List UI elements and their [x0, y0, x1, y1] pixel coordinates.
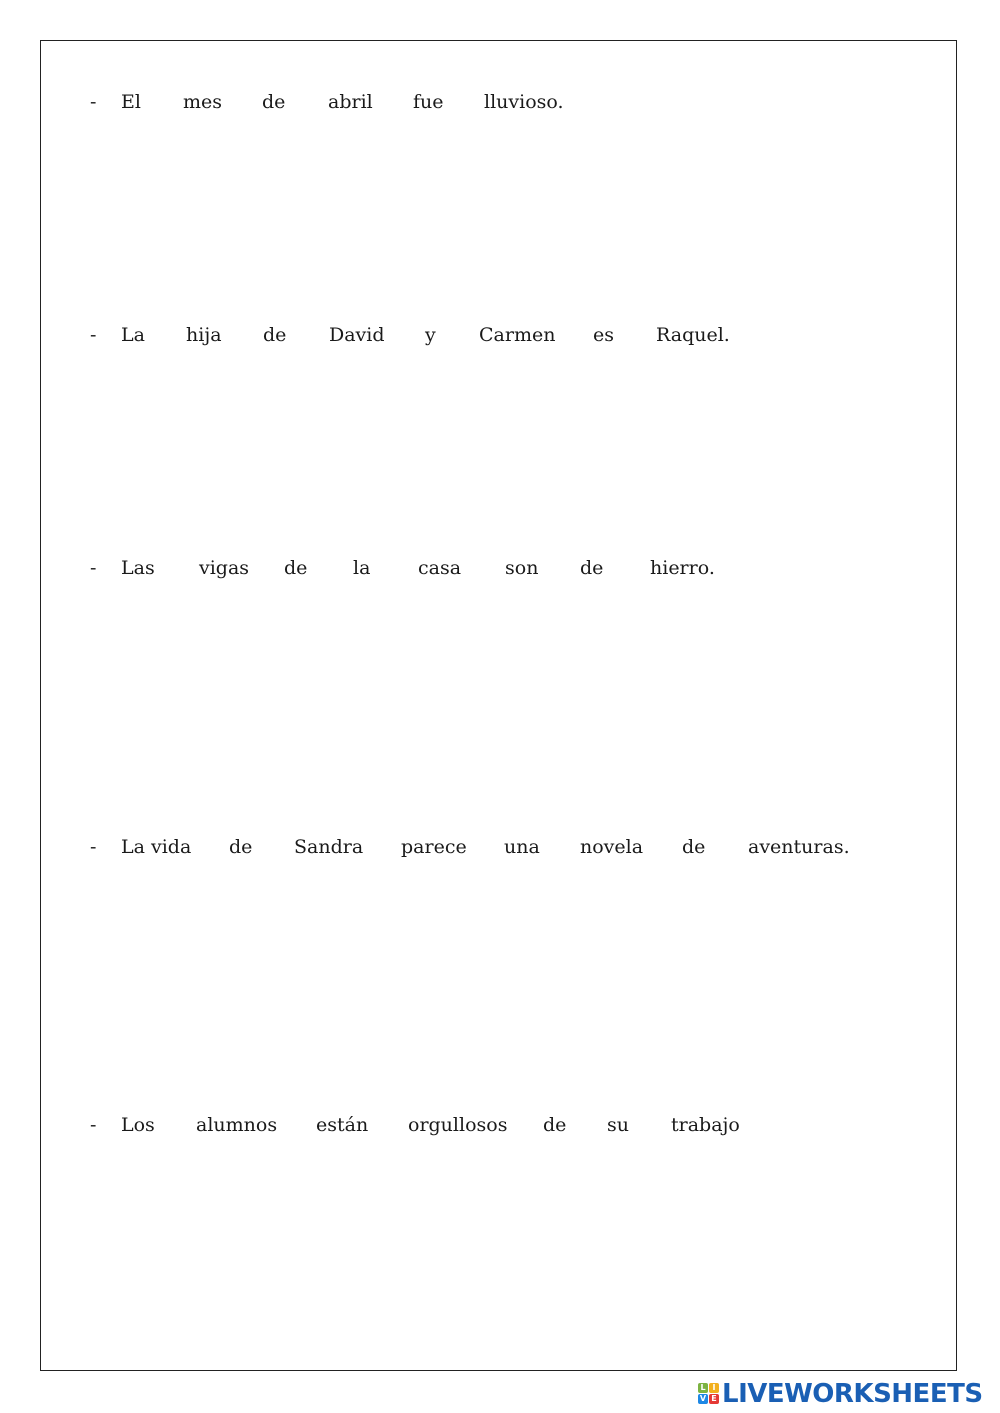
logo-mark-letter: V [699, 1394, 707, 1403]
sentence-word: Los [121, 1114, 155, 1136]
sentence-word: y [425, 324, 436, 346]
sentence-word: de [284, 557, 308, 579]
bullet-dash: - [90, 557, 97, 579]
sentence-word: su [607, 1114, 629, 1136]
bullet-dash: - [90, 836, 97, 858]
sentence-word: de [262, 91, 286, 113]
logo-mark-letter: L [698, 1383, 708, 1393]
sentence-word: La [121, 324, 145, 346]
sentence-word: Raquel. [656, 324, 730, 346]
bullet-dash: - [90, 324, 97, 346]
logo-mark-icon [698, 1383, 720, 1405]
sentence-word: trabajo [671, 1114, 740, 1136]
sentence-word: abril [328, 91, 373, 113]
sentence-word: La vida [121, 836, 192, 858]
sentence-word: novela [580, 836, 644, 858]
sentence-word: fue [413, 91, 444, 113]
sentence-line [0, 323, 1000, 353]
sentence-word: lluvioso. [484, 91, 564, 113]
sentence-word: parece [401, 836, 467, 858]
logo-text: LIVEWORKSHEETS [722, 1379, 983, 1409]
logo-mark-letter: I [709, 1383, 719, 1393]
sentence-line [0, 835, 1000, 865]
worksheet-frame [40, 40, 957, 1371]
sentence-word: son [505, 557, 539, 579]
sentence-word: mes [183, 91, 223, 113]
sentence-word: es [593, 324, 614, 346]
sentence-line [0, 556, 1000, 586]
sentence-word: El [121, 91, 141, 113]
liveworksheets-logo [698, 1380, 998, 1408]
sentence-word: de [229, 836, 253, 858]
sentence-word: vigas [199, 557, 250, 579]
sentence-word: hierro. [650, 557, 715, 579]
sentence-line [0, 90, 1000, 120]
bullet-dash: - [90, 1114, 97, 1136]
sentence-word: una [504, 836, 540, 858]
sentence-word: Las [121, 557, 155, 579]
logo-mark-letter: E [709, 1394, 719, 1404]
sentence-word: hija [186, 324, 222, 346]
sentence-word: aventuras. [748, 836, 850, 858]
sentence-word: están [316, 1114, 369, 1136]
sentence-word: David [329, 324, 385, 346]
sentence-line [0, 1113, 1000, 1143]
sentence-word: Sandra [294, 836, 364, 858]
sentence-word: Carmen [479, 324, 556, 346]
sentence-word: de [682, 836, 706, 858]
sentence-word: de [580, 557, 604, 579]
sentence-word: de [263, 324, 287, 346]
sentence-word: la [353, 557, 371, 579]
bullet-dash: - [90, 91, 97, 113]
sentence-word: orgullosos [408, 1114, 508, 1136]
sentence-word: de [543, 1114, 567, 1136]
sentence-word: alumnos [196, 1114, 278, 1136]
sentence-word: casa [418, 557, 462, 579]
